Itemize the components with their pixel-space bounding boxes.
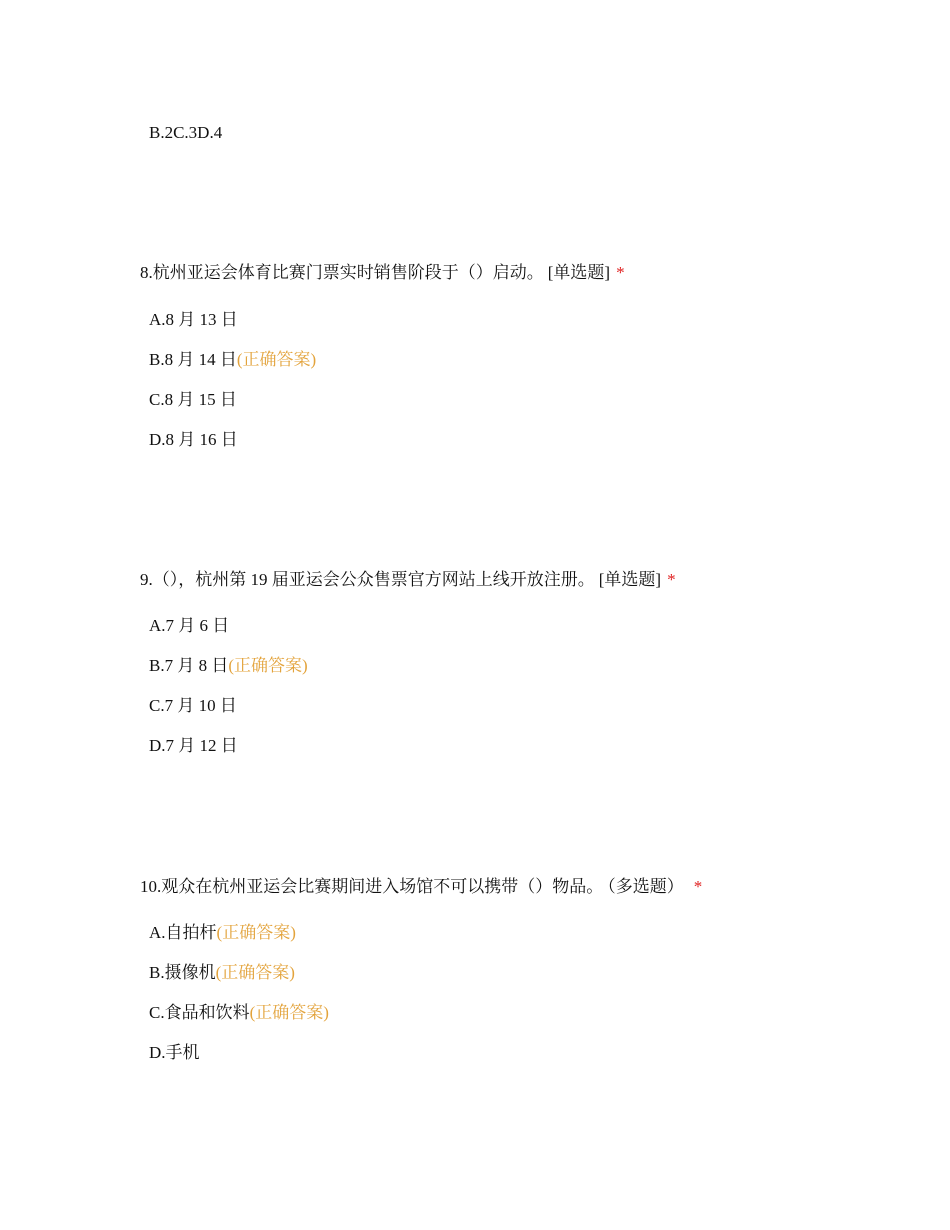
required-asterisk: * bbox=[693, 877, 703, 896]
question-10-option-d bbox=[149, 1042, 200, 1064]
correct-answer-mark: (正确答案) bbox=[216, 923, 296, 942]
option-label: D.7 月 12 日 bbox=[149, 736, 238, 755]
question-8-option-b bbox=[149, 349, 316, 371]
option-label: B.摄像机 bbox=[149, 963, 216, 982]
question-type-tag: （多选题） bbox=[607, 877, 684, 896]
option-label: C.8 月 15 日 bbox=[149, 390, 237, 409]
option-label: D.手机 bbox=[149, 1043, 200, 1062]
correct-answer-mark: (正确答案) bbox=[249, 1003, 329, 1022]
required-asterisk: * bbox=[667, 570, 676, 589]
correct-answer-mark: (正确答案) bbox=[228, 656, 308, 675]
question-8-option-d bbox=[149, 429, 238, 451]
question-8-option-a bbox=[149, 309, 238, 331]
option-label: C.食品和饮料 bbox=[149, 1003, 250, 1022]
question-text: 9.（），杭州第 19 届亚运会公众售票官方网站上线开放注册。 bbox=[140, 570, 595, 589]
question-9-title bbox=[140, 569, 676, 591]
option-label: D.8 月 16 日 bbox=[149, 430, 238, 449]
question-9-option-b bbox=[149, 655, 308, 677]
question-9-option-a bbox=[149, 615, 229, 637]
option-label: B.8 月 14 日 bbox=[149, 350, 237, 369]
question-10-option-b bbox=[149, 962, 295, 984]
question-text: 8.杭州亚运会体育比赛门票实时销售阶段于（）启动。 bbox=[140, 263, 544, 282]
required-asterisk: * bbox=[616, 263, 625, 282]
option-label: A.自拍杆 bbox=[149, 923, 217, 942]
option-label: B.2C.3D.4 bbox=[149, 123, 223, 142]
previous-question-options bbox=[149, 122, 222, 144]
option-label: B.7 月 8 日 bbox=[149, 656, 229, 675]
option-label: A.8 月 13 日 bbox=[149, 310, 238, 329]
option-label: A.7 月 6 日 bbox=[149, 616, 230, 635]
option-label: C.7 月 10 日 bbox=[149, 696, 237, 715]
question-8-option-c bbox=[149, 389, 237, 411]
question-8-title bbox=[140, 262, 625, 284]
question-type-tag: [单选题] bbox=[598, 570, 662, 589]
question-text: 10.观众在杭州亚运会比赛期间进入场馆不可以携带（）物品。 bbox=[140, 877, 604, 896]
question-9-option-c bbox=[149, 695, 237, 717]
question-10-option-a bbox=[149, 922, 296, 944]
question-10-title bbox=[140, 876, 702, 898]
question-10-option-c bbox=[149, 1002, 329, 1024]
correct-answer-mark: (正确答案) bbox=[236, 350, 317, 369]
question-9-option-d bbox=[149, 735, 238, 757]
correct-answer-mark: (正确答案) bbox=[215, 963, 295, 982]
question-type-tag: [单选题] bbox=[547, 263, 611, 282]
